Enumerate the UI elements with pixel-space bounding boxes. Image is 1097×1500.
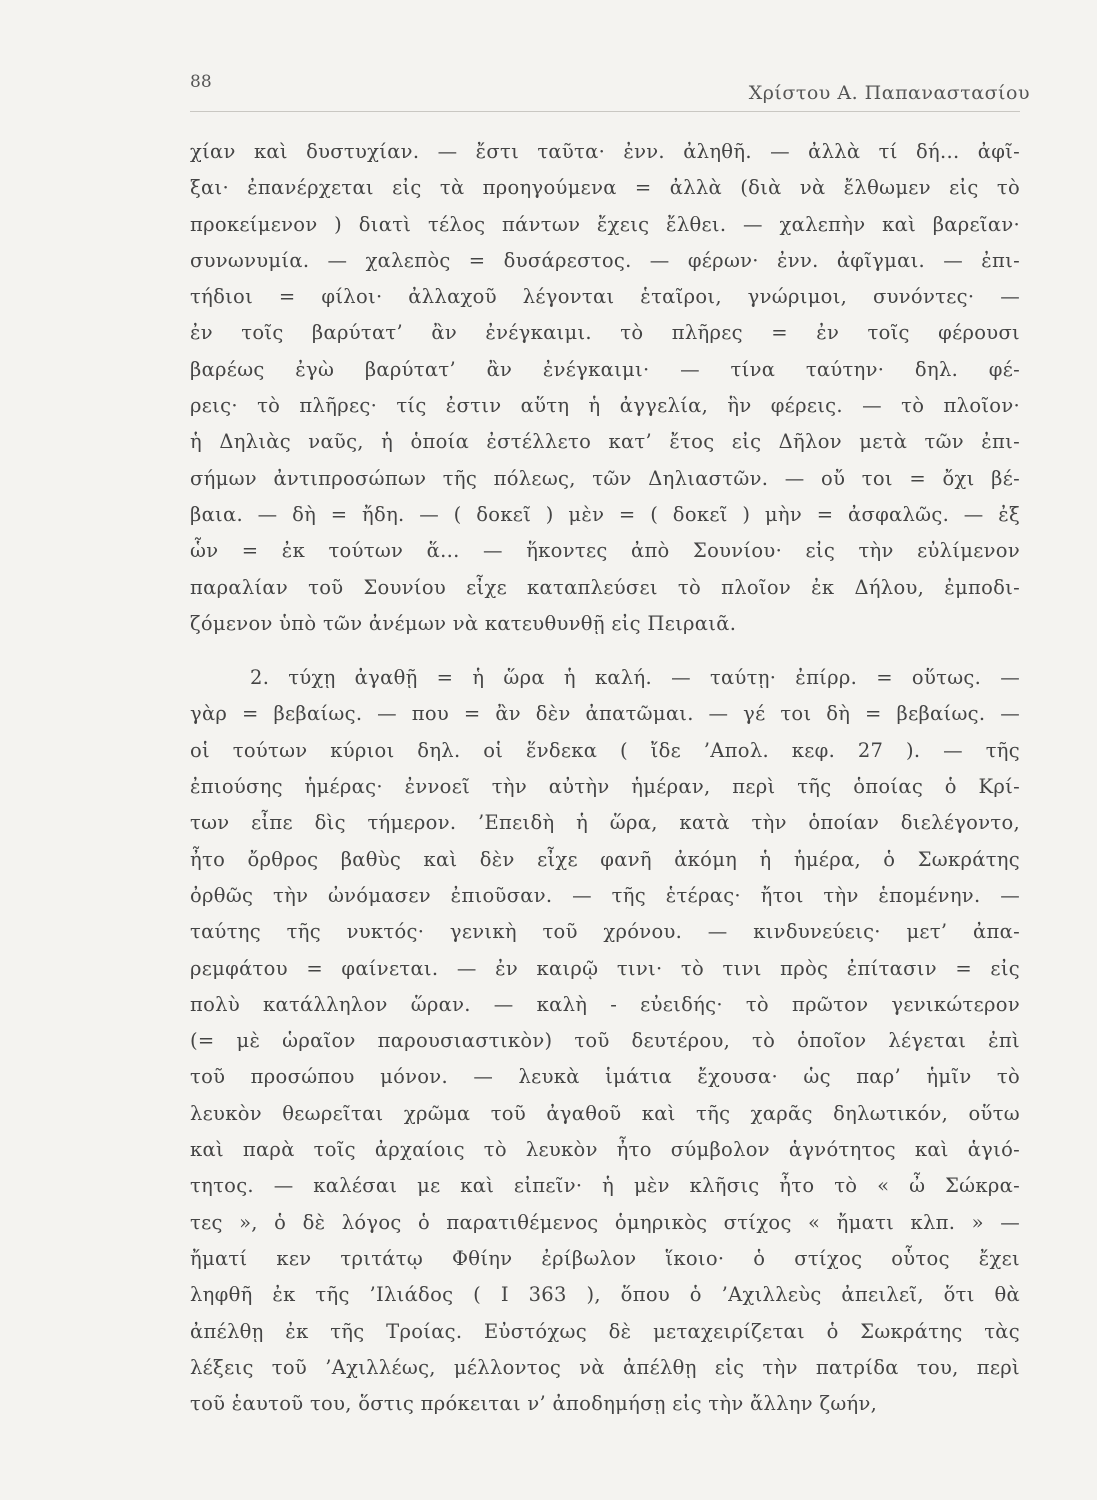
text-line: ταύτης τῆς νυκτός· γενικὴ τοῦ χρόνου. — κινδυνεύεις· μετ’ ἀπα-: [190, 920, 1020, 944]
text-line: ἐν τοῖς βαρύτατ’ ἂν ἐνέγκαιμι. τὸ πλῆρες = ἐν τοῖς φέρουσι: [190, 321, 1020, 345]
text-line: πολὺ κατάλληλον ὥραν. — καλὴ - εὐειδής· τὸ πρῶτον γενικώτερον: [190, 992, 1020, 1016]
text-line: ἡ Δηλιὰς ναῦς, ἡ ὁποία ἐστέλλετο κατ’ ἔτος εἰς Δῆλον μετὰ τῶν ἐπι-: [190, 430, 1020, 454]
text-line: ἀπέλθῃ ἐκ τῆς Τροίας. Εὐστόχως δὲ μεταχειρίζεται ὁ Σωκράτης τὰς: [190, 1319, 1020, 1343]
paragraph-2: [190, 660, 1020, 1422]
page-header: [190, 72, 1030, 112]
paragraph-1: [190, 134, 1020, 642]
text-line: οἱ τούτων κύριοι δηλ. οἱ ἕνδεκα ( ἴδε ’Απολ. κεφ. 27 ). — τῆς: [190, 738, 1020, 762]
text-line: ξαι· ἐπανέρχεται εἰς τὰ προηγούμενα = ἀλλὰ (διὰ νὰ ἔλθωμεν εἰς τὸ: [190, 176, 1020, 200]
text-line: γὰρ = βεβαίως. — που = ἂν δὲν ἀπατῶμαι. — γέ τοι δὴ = βεβαίως. —: [190, 702, 1020, 726]
text-line: τήδιοι = φίλοι· ἀλλαχοῦ λέγονται ἑταῖροι, γνώριμοι, συνόντες· —: [190, 285, 1020, 309]
text-line: βαρέως ἐγὼ βαρύτατ’ ἂν ἐνέγκαιμι· — τίνα ταύτην· δηλ. φέ-: [190, 357, 1020, 381]
text-line: παραλίαν τοῦ Σουνίου εἶχε καταπλεύσει τὸ πλοῖον ἐκ Δήλου, ἐμποδι-: [190, 575, 1020, 599]
text-line: λέξεις τοῦ ’Αχιλλέως, μέλλοντος νὰ ἀπέλθῃ εἰς τὴν πατρίδα του, περὶ: [190, 1355, 1020, 1379]
text-line: ζόμενον ὑπὸ τῶν ἀνέμων νὰ κατευθυνθῇ εἰς Πειραιᾶ.: [190, 611, 737, 635]
text-line: τητος. — καλέσαι με καὶ εἰπεῖν· ἡ μὲν κλῆσις ἦτο τὸ « ὦ Σώκρα-: [190, 1174, 1020, 1198]
text-line: τοῦ ἑαυτοῦ του, ὅστις πρόκειται ν’ ἀποδημήσῃ εἰς τὴν ἄλλην ζωήν,: [190, 1392, 878, 1416]
text-line: ρεμφάτου = φαίνεται. — ἐν καιρῷ τινι· τὸ τινι πρὸς ἐπίτασιν = εἰς: [190, 956, 1020, 980]
header-rule: [190, 111, 1020, 112]
text-line: τες », ὁ δὲ λόγος ὁ παρατιθέμενος ὁμηρικὸς στίχος « ἤματι κλπ. » —: [190, 1210, 1020, 1234]
text-line: ρεις· τὸ πλῆρες· τίς ἐστιν αὕτη ἡ ἀγγελία, ἣν φέρεις. — τὸ πλοῖον·: [190, 394, 1020, 418]
text-line: λευκὸν θεωρεῖται χρῶμα τοῦ ἀγαθοῦ καὶ τῆς χαρᾶς δηλωτικόν, οὕτω: [190, 1101, 1020, 1125]
running-head: Χρίστου Α. Παπαναστασίου: [748, 82, 1030, 104]
text-line: ληφθῆ ἐκ τῆς ’Ιλιάδος ( Ι 363 ), ὅπου ὁ ’Αχιλλεὺς ἀπειλεῖ, ὅτι θὰ: [190, 1283, 1020, 1307]
text-line: τοῦ προσώπου μόνον. — λευκὰ ἱμάτια ἔχουσα· ὡς παρ’ ἡμῖν τὸ: [190, 1065, 1020, 1089]
text-line: ἐπιούσης ἡμέρας· ἐννοεῖ τὴν αὐτὴν ἡμέραν, περὶ τῆς ὁποίας ὁ Κρί-: [190, 775, 1020, 799]
page-number: 88: [190, 72, 212, 92]
text-line: ἤματί κεν τριτάτῳ Φθίην ἐρίβωλον ἵκοιο· ὁ στίχος οὗτος ἔχει: [190, 1246, 1020, 1270]
text-line: ὀρθῶς τὴν ὠνόμασεν ἐπιοῦσαν. — τῆς ἑτέρας· ἤτοι τὴν ἑπομένην. —: [190, 883, 1020, 907]
text-line: των εἶπε δὶς τήμερον. ’Επειδὴ ἡ ὥρα, κατὰ τὴν ὁποίαν διελέγοντο,: [190, 811, 1020, 835]
text-line: συνωνυμία. — χαλεπὸς = δυσάρεστος. — φέρων· ἐνν. ἀφῖγμαι. — ἐπι-: [190, 248, 1020, 272]
text-line: καὶ παρὰ τοῖς ἀρχαίοις τὸ λευκὸν ἦτο σύμβολον ἁγνότητος καὶ ἁγιό-: [190, 1138, 1020, 1162]
text-line: 2. τύχῃ ἀγαθῇ = ἡ ὥρα ἡ καλή. — ταύτῃ· ἐπίρρ. = οὕτως. —: [250, 666, 1020, 690]
text-line: ὧν = ἐκ τούτων ἅ... — ἥκοντες ἀπὸ Σουνίου· εἰς τὴν εὐλίμενον: [190, 539, 1020, 563]
text-line: (= μὲ ὡραῖον παρουσιαστικὸν) τοῦ δευτέρου, τὸ ὁποῖον λέγεται ἐπὶ: [190, 1029, 1020, 1053]
text-line: ἦτο ὄρθρος βαθὺς καὶ δὲν εἶχε φανῆ ἀκόμη ἡ ἡμέρα, ὁ Σωκράτης: [190, 847, 1020, 871]
paragraph-gap: [190, 642, 1020, 660]
text-line: βαια. — δὴ = ἤδη. — ( δοκεῖ ) μὲν = ( δοκεῖ ) μὴν = ἀσφαλῶς. — ἐξ: [190, 502, 1020, 526]
body-text: [190, 134, 1020, 1422]
text-line: χίαν καὶ δυστυχίαν. — ἔστι ταῦτα· ἐνν. ἀληθῆ. — ἀλλὰ τί δή... ἀφῖ-: [190, 140, 1020, 163]
text-line: σήμων ἀντιπροσώπων τῆς πόλεως, τῶν Δηλιαστῶν. — οὔ τοι = ὄχι βέ-: [190, 466, 1020, 490]
text-line: προκείμενον ) διατὶ τέλος πάντων ἔχεις ἔλθει. — χαλεπὴν καὶ βαρεῖαν·: [190, 212, 1020, 236]
